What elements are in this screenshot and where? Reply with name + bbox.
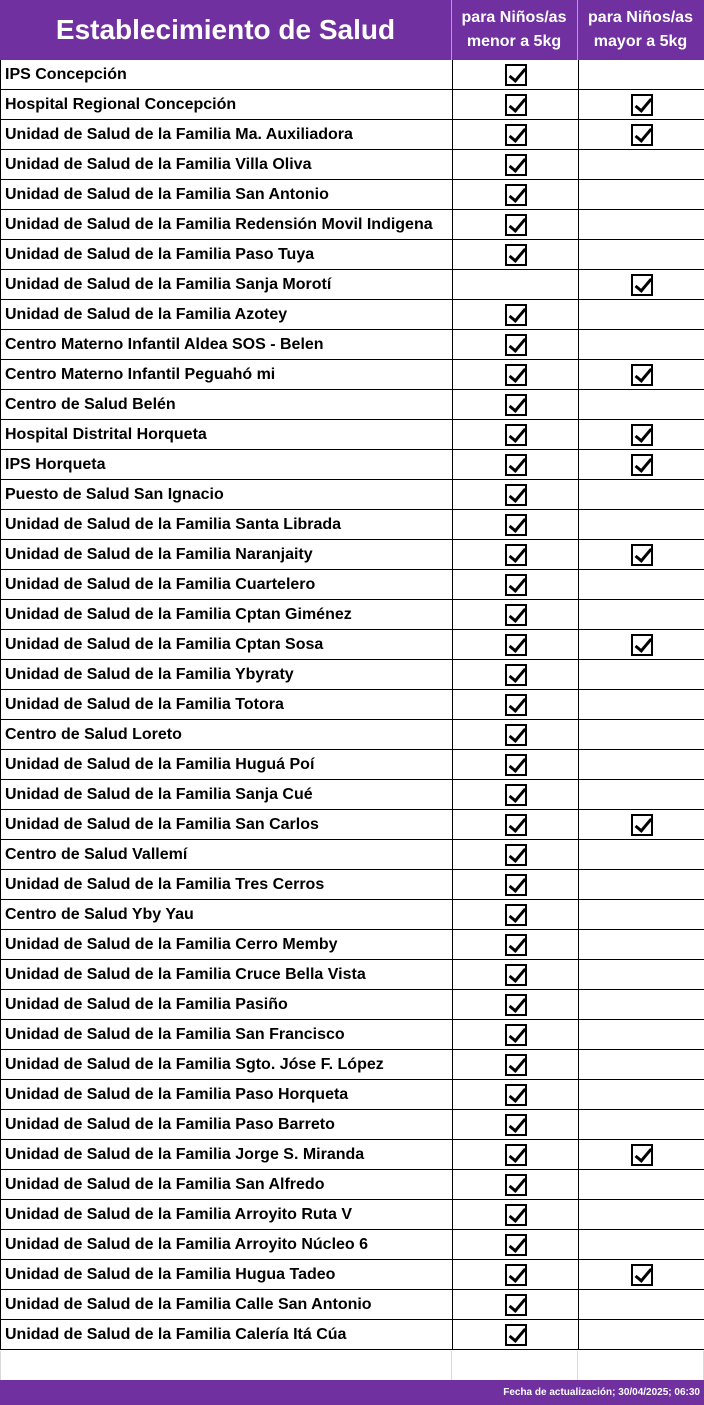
cell-under-5kg xyxy=(452,210,578,239)
checkbox-checked-icon xyxy=(631,454,653,476)
cell-under-5kg xyxy=(452,900,578,929)
cell-under-5kg xyxy=(452,870,578,899)
column-header-over-5kg xyxy=(577,0,704,60)
table-row xyxy=(0,120,704,150)
checkbox-checked-icon xyxy=(631,814,653,836)
checkbox-checked-icon xyxy=(505,934,527,956)
facility-name: Centro de Salud Loreto xyxy=(5,725,182,743)
facility-name: Unidad de Salud de la Familia Ma. Auxiliadora xyxy=(5,125,353,143)
cell-over-5kg xyxy=(578,120,704,149)
cell-under-5kg xyxy=(452,780,578,809)
checkbox-checked-icon xyxy=(631,274,653,296)
cell-under-5kg xyxy=(452,660,578,689)
checkbox-checked-icon xyxy=(505,94,527,116)
cell-under-5kg xyxy=(452,570,578,599)
facility-name: Unidad de Salud de la Familia Sgto. Jóse F. López xyxy=(5,1055,384,1073)
facility-name: Unidad de Salud de la Familia San Alfredo xyxy=(5,1175,325,1193)
cell-under-5kg xyxy=(452,60,578,89)
cell-over-5kg xyxy=(578,510,704,539)
cell-under-5kg xyxy=(452,1230,578,1259)
checkbox-checked-icon xyxy=(505,574,527,596)
cell-over-5kg xyxy=(578,270,704,299)
checkbox-checked-icon xyxy=(631,544,653,566)
cell-under-5kg xyxy=(452,540,578,569)
cell-over-5kg xyxy=(578,1320,704,1349)
table-row xyxy=(0,840,704,870)
facility-name: Hospital Regional Concepción xyxy=(5,95,237,113)
header-divider xyxy=(577,0,578,60)
grid-line xyxy=(0,1351,1,1380)
cell-over-5kg xyxy=(578,900,704,929)
table-row xyxy=(0,570,704,600)
checkbox-checked-icon xyxy=(505,874,527,896)
checkbox-checked-icon xyxy=(505,184,527,206)
cell-over-5kg xyxy=(578,150,704,179)
checkbox-checked-icon xyxy=(505,154,527,176)
facility-name: Unidad de Salud de la Familia Totora xyxy=(5,695,284,713)
table-row xyxy=(0,1020,704,1050)
cell-over-5kg xyxy=(578,1080,704,1109)
table-row xyxy=(0,600,704,630)
checkbox-checked-icon xyxy=(631,124,653,146)
facility-name: Unidad de Salud de la Familia Cptan Sosa xyxy=(5,635,324,653)
cell-over-5kg xyxy=(578,240,704,269)
table-row xyxy=(0,1170,704,1200)
facility-name: Unidad de Salud de la Familia San Antonio xyxy=(5,185,329,203)
checkbox-checked-icon xyxy=(505,784,527,806)
facility-name: Unidad de Salud de la Familia Azotey xyxy=(5,305,288,323)
cell-over-5kg xyxy=(578,1260,704,1289)
cell-over-5kg xyxy=(578,720,704,749)
cell-over-5kg xyxy=(578,180,704,209)
cell-over-5kg xyxy=(578,870,704,899)
facility-name: Unidad de Salud de la Familia Cptan Giménez xyxy=(5,605,352,623)
checkbox-checked-icon xyxy=(505,484,527,506)
cell-under-5kg xyxy=(452,720,578,749)
table-row xyxy=(0,480,704,510)
cell-under-5kg xyxy=(452,150,578,179)
table-row xyxy=(0,1140,704,1170)
column-header-facility: Establecimiento de Salud xyxy=(55,14,396,45)
facility-name: Centro de Salud Vallemí xyxy=(5,845,188,863)
checkbox-checked-icon xyxy=(505,1144,527,1166)
table-row xyxy=(0,330,704,360)
grid-line xyxy=(451,1351,452,1380)
column-header-under-5kg-line1: para Niños/as xyxy=(461,9,567,26)
cell-under-5kg xyxy=(452,810,578,839)
facility-name: Unidad de Salud de la Familia Cerro Memby xyxy=(5,935,338,953)
table-row xyxy=(0,300,704,330)
cell-over-5kg xyxy=(578,540,704,569)
checkbox-checked-icon xyxy=(505,1084,527,1106)
empty-row xyxy=(0,1351,704,1380)
facility-name: Centro Materno Infantil Peguahó mi xyxy=(5,365,276,383)
footer-bar xyxy=(0,1380,704,1405)
cell-under-5kg xyxy=(452,390,578,419)
cell-over-5kg xyxy=(578,1140,704,1169)
facility-name: Unidad de Salud de la Familia Sanja Cué xyxy=(5,785,313,803)
column-header-under-5kg-line2: menor a 5kg xyxy=(466,33,562,50)
facility-name: Unidad de Salud de la Familia Paso Horqueta xyxy=(5,1085,349,1103)
grid-line xyxy=(577,1351,578,1380)
cell-over-5kg xyxy=(578,1170,704,1199)
cell-over-5kg xyxy=(578,810,704,839)
cell-under-5kg xyxy=(452,300,578,329)
checkbox-checked-icon xyxy=(505,814,527,836)
checkbox-checked-icon xyxy=(631,424,653,446)
facility-name: Unidad de Salud de la Familia Cruce Bella Vista xyxy=(5,965,366,983)
cell-under-5kg xyxy=(452,840,578,869)
facility-name: Unidad de Salud de la Familia Calle San Antonio xyxy=(5,1295,372,1313)
table-row xyxy=(0,390,704,420)
checkbox-checked-icon xyxy=(505,994,527,1016)
table-row xyxy=(0,630,704,660)
table-row xyxy=(0,870,704,900)
facility-name: Centro Materno Infantil Aldea SOS - Belen xyxy=(5,335,324,353)
facility-name: Unidad de Salud de la Familia San Francisco xyxy=(5,1025,345,1043)
facility-name: Unidad de Salud de la Familia Santa Librada xyxy=(5,515,342,533)
facilities-table xyxy=(0,60,704,1350)
checkbox-checked-icon xyxy=(505,544,527,566)
facility-name: Centro de Salud Belén xyxy=(5,395,176,413)
cell-under-5kg xyxy=(452,1320,578,1349)
facility-name: IPS Concepción xyxy=(5,65,127,83)
table-row xyxy=(0,1320,704,1350)
cell-over-5kg xyxy=(578,930,704,959)
facility-name: Unidad de Salud de la Familia Villa Oliva xyxy=(5,155,312,173)
checkbox-checked-icon xyxy=(505,964,527,986)
checkbox-checked-icon xyxy=(505,844,527,866)
table-row xyxy=(0,690,704,720)
table-row xyxy=(0,900,704,930)
cell-over-5kg xyxy=(578,60,704,89)
checkbox-checked-icon xyxy=(505,724,527,746)
cell-over-5kg xyxy=(578,1050,704,1079)
cell-under-5kg xyxy=(452,180,578,209)
cell-under-5kg xyxy=(452,1080,578,1109)
cell-over-5kg xyxy=(578,990,704,1019)
cell-over-5kg xyxy=(578,1020,704,1049)
table-row xyxy=(0,1050,704,1080)
table-row xyxy=(0,360,704,390)
table-row xyxy=(0,1110,704,1140)
checkbox-checked-icon xyxy=(505,334,527,356)
cell-over-5kg xyxy=(578,840,704,869)
cell-over-5kg xyxy=(578,90,704,119)
checkbox-checked-icon xyxy=(505,124,527,146)
cell-over-5kg xyxy=(578,600,704,629)
checkbox-checked-icon xyxy=(505,754,527,776)
checkbox-checked-icon xyxy=(631,1144,653,1166)
cell-under-5kg xyxy=(452,420,578,449)
column-header-under-5kg xyxy=(451,0,577,60)
cell-over-5kg xyxy=(578,420,704,449)
table-row xyxy=(0,930,704,960)
checkbox-checked-icon xyxy=(631,94,653,116)
cell-under-5kg xyxy=(452,1020,578,1049)
table-row xyxy=(0,1080,704,1110)
cell-over-5kg xyxy=(578,450,704,479)
table-row xyxy=(0,90,704,120)
checkbox-checked-icon xyxy=(505,1294,527,1316)
cell-under-5kg xyxy=(452,600,578,629)
checkbox-checked-icon xyxy=(505,514,527,536)
checkbox-checked-icon xyxy=(505,1054,527,1076)
cell-under-5kg xyxy=(452,630,578,659)
facility-name: Unidad de Salud de la Familia Sanja Morotí xyxy=(5,275,332,293)
checkbox-checked-icon xyxy=(631,634,653,656)
facility-name: Unidad de Salud de la Familia Ybyraty xyxy=(5,665,294,683)
cell-under-5kg xyxy=(452,480,578,509)
checkbox-checked-icon xyxy=(631,364,653,386)
cell-over-5kg xyxy=(578,330,704,359)
table-row xyxy=(0,450,704,480)
checkbox-checked-icon xyxy=(505,394,527,416)
facility-name: Unidad de Salud de la Familia Tres Cerros xyxy=(5,875,325,893)
checkbox-checked-icon xyxy=(505,244,527,266)
table-row xyxy=(0,420,704,450)
table-row xyxy=(0,210,704,240)
cell-over-5kg xyxy=(578,660,704,689)
cell-under-5kg xyxy=(452,1140,578,1169)
facility-name: Centro de Salud Yby Yau xyxy=(5,905,194,923)
checkbox-checked-icon xyxy=(505,424,527,446)
header-divider xyxy=(451,0,452,60)
cell-over-5kg xyxy=(578,390,704,419)
table-row xyxy=(0,810,704,840)
cell-over-5kg xyxy=(578,1200,704,1229)
cell-under-5kg xyxy=(452,1170,578,1199)
cell-under-5kg xyxy=(452,960,578,989)
cell-under-5kg xyxy=(452,330,578,359)
cell-under-5kg xyxy=(452,1110,578,1139)
checkbox-checked-icon xyxy=(505,1204,527,1226)
cell-over-5kg xyxy=(578,780,704,809)
checkbox-checked-icon xyxy=(505,664,527,686)
update-date: Fecha de actualización; 30/04/2025; 06:30 xyxy=(503,1387,700,1398)
checkbox-checked-icon xyxy=(505,454,527,476)
checkbox-checked-icon xyxy=(505,364,527,386)
checkbox-checked-icon xyxy=(505,904,527,926)
checkbox-checked-icon xyxy=(505,604,527,626)
cell-under-5kg xyxy=(452,1290,578,1319)
facility-name: Unidad de Salud de la Familia Naranjaity xyxy=(5,545,313,563)
cell-over-5kg xyxy=(578,630,704,659)
facility-name: Unidad de Salud de la Familia San Carlos xyxy=(5,815,319,833)
table-row xyxy=(0,240,704,270)
checkbox-checked-icon xyxy=(505,1024,527,1046)
cell-under-5kg xyxy=(452,1200,578,1229)
table-row xyxy=(0,180,704,210)
checkbox-checked-icon xyxy=(505,1324,527,1346)
checkbox-checked-icon xyxy=(505,1114,527,1136)
cell-under-5kg xyxy=(452,240,578,269)
cell-over-5kg xyxy=(578,210,704,239)
cell-under-5kg xyxy=(452,990,578,1019)
table-row xyxy=(0,540,704,570)
column-header-over-5kg-line1: para Niños/as xyxy=(588,9,693,26)
cell-over-5kg xyxy=(578,300,704,329)
cell-under-5kg xyxy=(452,1260,578,1289)
facility-name: Unidad de Salud de la Familia Paso Tuya xyxy=(5,245,315,263)
checkbox-checked-icon xyxy=(505,304,527,326)
cell-under-5kg xyxy=(452,1050,578,1079)
checkbox-checked-icon xyxy=(505,634,527,656)
cell-under-5kg xyxy=(452,360,578,389)
table-row xyxy=(0,510,704,540)
facility-name: Unidad de Salud de la Familia Hugua Tadeo xyxy=(5,1265,336,1283)
table-row xyxy=(0,660,704,690)
cell-over-5kg xyxy=(578,1110,704,1139)
table-row xyxy=(0,1260,704,1290)
table-row xyxy=(0,960,704,990)
checkbox-checked-icon xyxy=(505,1234,527,1256)
cell-over-5kg xyxy=(578,1290,704,1319)
checkbox-checked-icon xyxy=(505,64,527,86)
table-row xyxy=(0,990,704,1020)
column-header-over-5kg-line2: mayor a 5kg xyxy=(593,33,688,50)
cell-under-5kg xyxy=(452,930,578,959)
cell-under-5kg xyxy=(452,690,578,719)
table-row xyxy=(0,1290,704,1320)
cell-over-5kg xyxy=(578,1230,704,1259)
facility-name: Puesto de Salud San Ignacio xyxy=(5,485,224,503)
table-row xyxy=(0,1230,704,1260)
facility-name: Unidad de Salud de la Familia Pasiño xyxy=(5,995,288,1013)
facility-name: IPS Horqueta xyxy=(5,455,106,473)
cell-under-5kg xyxy=(452,120,578,149)
facility-name: Unidad de Salud de la Familia Paso Barreto xyxy=(5,1115,335,1133)
cell-over-5kg xyxy=(578,960,704,989)
cell-under-5kg xyxy=(452,270,578,299)
cell-under-5kg xyxy=(452,750,578,779)
facility-name: Unidad de Salud de la Familia Redensión Movil Indigena xyxy=(5,215,433,233)
cell-over-5kg xyxy=(578,690,704,719)
facility-name: Hospital Distrital Horqueta xyxy=(5,425,207,443)
facility-name: Unidad de Salud de la Familia Jorge S. Miranda xyxy=(5,1145,365,1163)
table-row xyxy=(0,780,704,810)
checkbox-checked-icon xyxy=(631,1264,653,1286)
table-row xyxy=(0,720,704,750)
table-row xyxy=(0,1200,704,1230)
facility-name: Unidad de Salud de la Familia Arroyito Ruta V xyxy=(5,1205,353,1223)
cell-under-5kg xyxy=(452,450,578,479)
cell-under-5kg xyxy=(452,510,578,539)
facility-name: Unidad de Salud de la Familia Huguá Poí xyxy=(5,755,315,773)
cell-over-5kg xyxy=(578,480,704,509)
cell-over-5kg xyxy=(578,570,704,599)
cell-over-5kg xyxy=(578,360,704,389)
facility-name: Unidad de Salud de la Familia Cuartelero xyxy=(5,575,316,593)
checkbox-checked-icon xyxy=(505,1264,527,1286)
table-row xyxy=(0,270,704,300)
table-row xyxy=(0,150,704,180)
facility-name: Unidad de Salud de la Familia Calería Itá Cúa xyxy=(5,1325,347,1343)
table-row xyxy=(0,750,704,780)
table-header xyxy=(0,0,704,60)
table-row xyxy=(0,60,704,90)
checkbox-checked-icon xyxy=(505,1174,527,1196)
cell-under-5kg xyxy=(452,90,578,119)
facility-name: Unidad de Salud de la Familia Arroyito Núcleo 6 xyxy=(5,1235,369,1253)
checkbox-checked-icon xyxy=(505,214,527,236)
checkbox-checked-icon xyxy=(505,694,527,716)
cell-over-5kg xyxy=(578,750,704,779)
